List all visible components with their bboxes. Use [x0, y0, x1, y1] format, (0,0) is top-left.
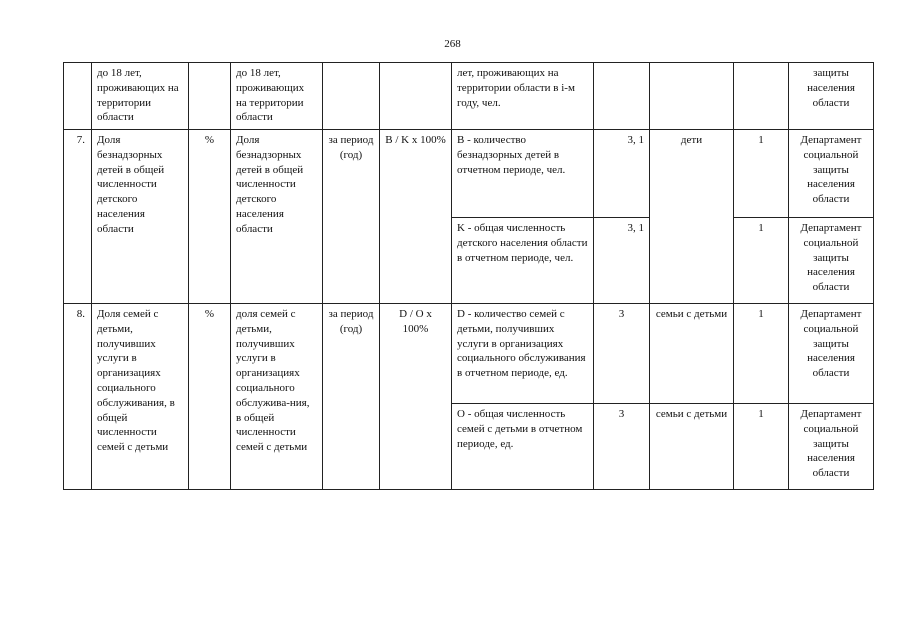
cell-method: 3 [594, 304, 650, 404]
cell-period: за период (год) [323, 130, 380, 304]
cell-unit: % [189, 304, 231, 490]
table-row [64, 130, 874, 218]
cell-formula [380, 63, 452, 130]
cell-source: Департамент социальной защиты населения области [789, 218, 874, 304]
cell-num [64, 63, 92, 130]
cell-source: Департамент социальной защиты населения области [789, 130, 874, 218]
cell-unit: % [189, 130, 231, 304]
cell-indicator: Доля безнадзорных детей в общей численности детского населения области [92, 130, 189, 304]
cell-num: 8. [64, 304, 92, 490]
cell-indicator: до 18 лет, проживающих на территории области [92, 63, 189, 130]
cell-definition: до 18 лет, проживающих на территории области [231, 63, 323, 130]
cell-object [650, 63, 734, 130]
cell-period [323, 63, 380, 130]
cell-sample: 1 [734, 218, 789, 304]
cell-formula: D / O x 100% [380, 304, 452, 490]
cell-method [594, 63, 650, 130]
method-value: 3, 1 [627, 222, 644, 234]
cell-num: 7. [64, 130, 92, 304]
cell-method: 3 [594, 404, 650, 490]
cell-variable: O - общая численность семей с детьми в отчетном периоде, ед. [452, 404, 594, 490]
cell-object: семьи с детьми [650, 404, 734, 490]
cell-object: дети [650, 130, 734, 304]
cell-definition: Доля безнадзорных детей в общей численности детского населения области [231, 130, 323, 304]
cell-formula: B / K x 100% [380, 130, 452, 304]
cell-object: семьи с детьми [650, 304, 734, 404]
cell-source: Департамент социальной защиты населения области [789, 404, 874, 490]
cell-method [594, 218, 650, 304]
cell-variable: лет, проживающих на территории области в i-м году, чел. [452, 63, 594, 130]
table-row [64, 304, 874, 404]
cell-variable: B - количество безнадзорных детей в отчетном периоде, чел. [452, 130, 594, 218]
cell-sample [734, 63, 789, 130]
cell-sample: 1 [734, 130, 789, 218]
cell-definition: доля семей с детьми, получивших услуги в организациях социального обслужива-ния, в общей численности семей с детьми [231, 304, 323, 490]
cell-source: защиты населения области [789, 63, 874, 130]
cell-variable: K - общая численность детского населения области в отчетном периоде, чел. [452, 218, 594, 304]
cell-unit [189, 63, 231, 130]
cell-sample: 1 [734, 404, 789, 490]
indicators-table [63, 62, 874, 490]
cell-variable: D - количество семей с детьми, получивших услуги в организациях социального обслуживания в отчетном периоде, ед. [452, 304, 594, 404]
cell-source: Департамент социальной защиты населения области [789, 304, 874, 404]
page-number: 268 [444, 38, 461, 50]
cell-sample: 1 [734, 304, 789, 404]
method-value: 3, 1 [627, 134, 644, 146]
continuation-row [64, 63, 874, 130]
cell-indicator: Доля семей с детьми, получивших услуги в организациях социального обслуживания, в общей численности семей с детьми [92, 304, 189, 490]
cell-method [594, 130, 650, 218]
cell-period: за период (год) [323, 304, 380, 490]
